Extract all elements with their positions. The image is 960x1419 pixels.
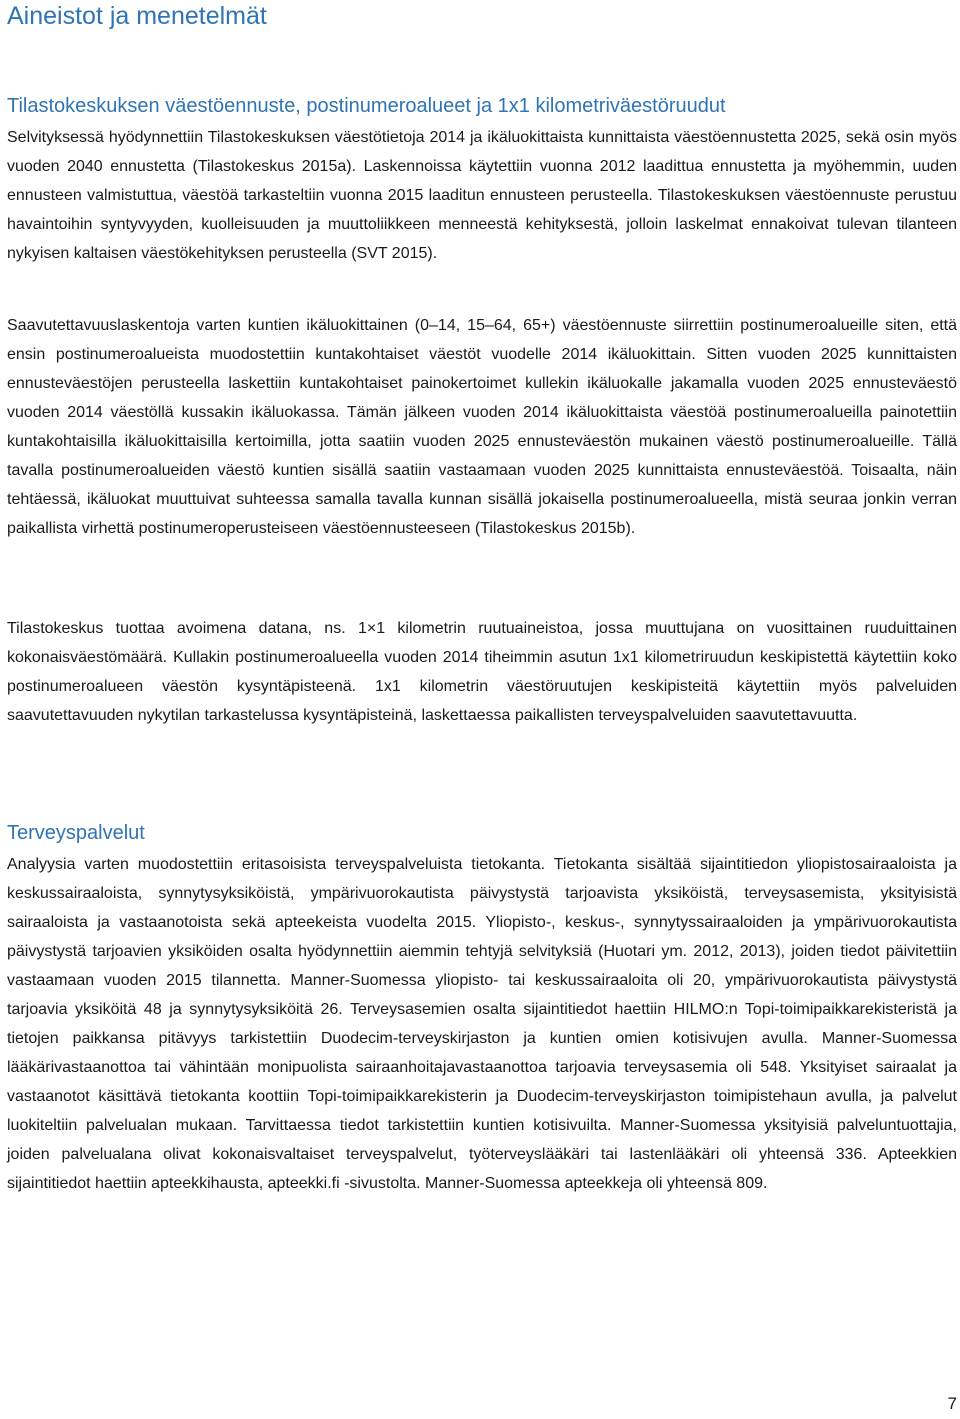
section-heading-health-services: Terveyspalvelut <box>7 822 145 844</box>
paragraph-accessibility-calculation: Saavutettavuuslaskentoja varten kuntien ikäluokittainen (0–14, 15–64, 65+) väestöennuste siirrettiin postinumeroalueille siten, että ensin postinumeroalueista muodostettiin kuntakohtaiset väestöt vuodelle 2014 ikäluokittain. Sitten vuoden 2025 kunnittaisten ennusteväestöjen perusteella laskettiin kuntakohtaiset painokertoimet kullekin ikäluokalle jakamalla vuoden 2025 ennusteväestö vuoden 2014 väestöllä kussakin ikäluokassa. Tämän jälkeen vuoden 2014 ikäluokittaista väestöä postinumeroalueilla painotettiin kuntakohtaisilla ikäluokittaisilla kertoimilla, jotta saatiin vuoden 2025 ennusteväestön mukainen väestö postinumeroalueille. Tällä tavalla postinumeroalueiden väestö kuntien sisällä saatiin vastaamaan vuoden 2025 kunnittaista ennusteväestöä. Toisaalta, näin tehtäessä, ikäluokat muuttuivat suhteessa samalla tavalla kunnan sisällä jokaisella postinumeroalueella, mistä seuraa jonkin verran paikallista virhettä postinumeroperusteiseen väestöennusteeseen (Tilastokeskus 2015b). <box>7 317 957 537</box>
paragraph-population-forecast: Selvityksessä hyödynnettiin Tilastokeskuksen väestötietoja 2014 ja ikäluokittaista kunnittaista väestöennustetta 2025, sekä osin myös vuoden 2040 ennustetta (Tilastokeskus 2015a). Laskennoissa käytettiin vuonna 2012 laadittua ennustetta ja myöhemmin, uuden ennusteen valmistuttua, väestöä tarkasteltiin vuonna 2015 laaditun ennusteen perusteella. Tilastokeskuksen väestöennuste perustuu havaintoihin syntyvyyden, kuolleisuuden ja muuttoliikkeen menneestä kehityksestä, jolloin laskelmat ennakoivat tulevan tilanteen nykyisen kaltaisen väestökehityksen perusteella (SVT 2015). <box>7 129 957 262</box>
page-number: 7 <box>947 1394 957 1413</box>
paragraph-grid-data: Tilastokeskus tuottaa avoimena datana, ns. 1×1 kilometrin ruutuaineistoa, jossa muuttujana on vuosittainen ruuduittainen kokonaisväestömäärä. Kullakin postinumeroalueella vuoden 2014 tiheimmin asutun 1x1 kilometriruudun keskipistettä käytettiin koko postinumeroalueen väestön kysyntäpisteenä. 1x1 kilometrin väestöruutujen keskipisteitä käytettiin myös palveluiden saavutettavuuden nykytilan tarkastelussa kysyntäpisteinä, laskettaessa paikallisten terveyspalveluiden saavutettavuutta. <box>7 620 957 724</box>
section-heading-population: Tilastokeskuksen väestöennuste, postinumeroalueet ja 1x1 kilometriväestöruudut <box>7 95 726 117</box>
paragraph-health-database: Analyysia varten muodostettiin eritasoisista terveyspalveluista tietokanta. Tietokanta sisältää sijaintitiedon yliopistosairaaloista ja keskussairaaloista, synnytysyksiköistä, ympärivuorokautista päivystystä tarjoavista yksiköistä, terveysasemista, yksityisistä sairaaloista ja vastaanotoista sekä apteekeista vuodelta 2015. Yliopisto-, keskus-, synnytyssairaaloiden ja ympärivuorokautista päivystystä tarjoavien yksiköiden osalta hyödynnettiin aiemmin tehtyjä selvityksiä (Huotari ym. 2012, 2013), joiden tiedot päivitettiin vastaamaan vuoden 2015 tilannetta. Manner-Suomessa yliopisto- tai keskussairaaloita oli 20, ympärivuorokautista päivystystä tarjoavia yksiköitä 48 ja synnytysyksiköitä 26. Terveysasemien osalta sijaintitiedot haettiin HILMO:n Topi-toimipaikkarekisteristä ja tietojen paikkansa pitävyys tarkistettiin Duodecim-terveyskirjaston ja kuntien omien kotisivujen avulla. Manner-Suomessa lääkärivastaanottoa tai vähintään monipuolista sairaanhoitajavastaanottoa tarjoavia terveysasemia oli 548. Yksityiset sairaalat ja vastaanotot käsittävä tietokanta koottiin Topi-toimipaikkarekisterin ja Duodecim-terveyskirjaston toimipistehaun avulla, ja palvelut luokiteltiin palvelualan mukaan. Tarvittaessa tiedot tarkistettiin kuntien kotisivuilta. Manner-Suomessa yksityisiä palveluntuottajia, joiden palvelualana olivat kokonaisvaltaiset terveyspalvelut, työterveyslääkäri tai lastenlääkäri oli yhteensä 336. Apteekkien sijaintitiedot haettiin apteekkihausta, apteekki.fi -sivustolta. Manner-Suomessa apteekkeja oli yhteensä 809. <box>7 856 957 1192</box>
page-title: Aineistot ja menetelmät <box>7 2 267 30</box>
